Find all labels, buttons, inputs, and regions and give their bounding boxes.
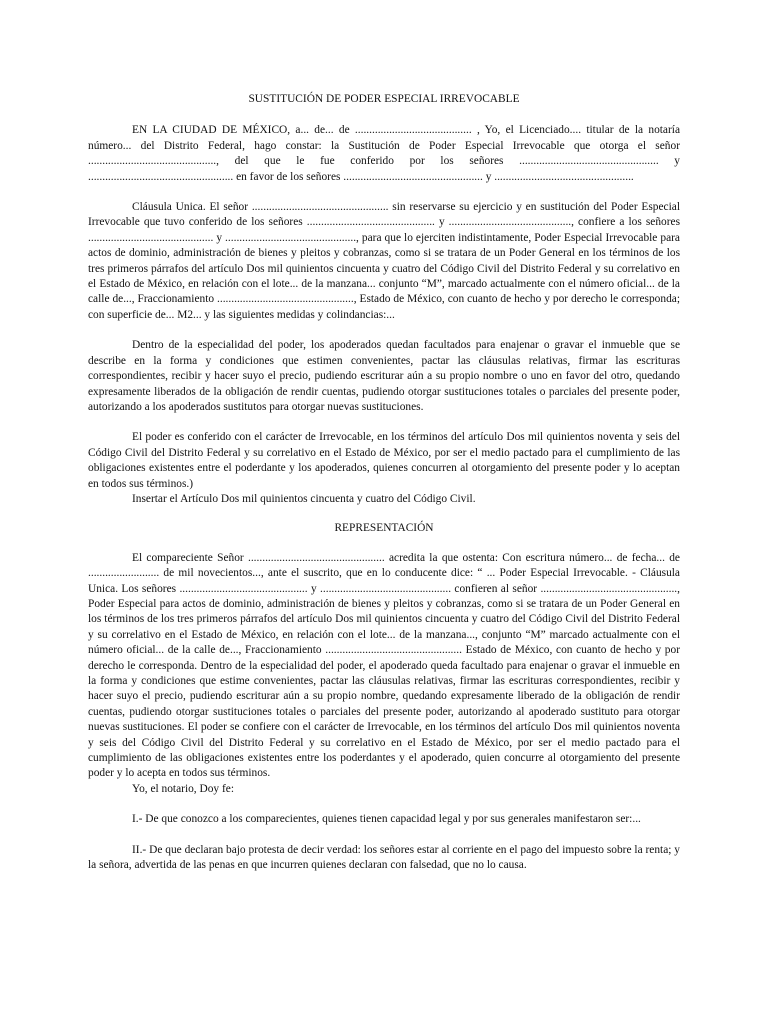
sole-clause-paragraph: Cláusula Unica. El señor ................................................ sin reservarse su ejercicio y en sustitución del Poder Especial Irrevocable que tuvo conferido de los señores ............................................. y ..........................................., confiere a los señores ............................................ y .............................................., para que lo ejerciten indistintamente, Poder Especial Irrevocable para actos de dominio, administración de bienes y pleitos y cobranzas, como si se tratara de un Poder General en los términos de los tres primeros párrafos del artículo Dos mil quinientos cincuenta y cuatro del Código Civil del Distrito Federal y su correlativo en el Estado de México, en relación con el lote... de la manzana... conjunto “M”, marcado actualmente con el número oficial... de la calle de..., Fraccionamiento ................................................, Estado de México, con cuanto de hecho y por derecho le corresponda; con superficie de... M2... y las siguientes medidas y colindancias:...	[88, 201, 680, 321]
notary-attestation-paragraph: Yo, el notario, Doy fe:	[132, 782, 234, 795]
document-title: SUSTITUCIÓN DE PODER ESPECIAL IRREVOCABLE	[248, 93, 520, 105]
irrevocable-paragraph: El poder es conferido con el carácter de Irrevocable, en los términos del artículo Dos mil quinientos noventa y seis del Código Civil del Distrito Federal y su correlativo en el Estado de México, por ser el medio pactado para el cumplimiento de las obligaciones existentes entre el poderdante y los apoderados, quienes concurren al otorgamiento del presente poder y lo aceptan en todos sus términos.)	[88, 431, 680, 490]
opening-paragraph: EN LA CIUDAD DE MÉXICO, a... de... de ......................................... , Yo, el Licenciado.... titular de la notaría número... del Distrito Federal, hago constar: la Sustitución de Poder Especial Irrevocable que otorga el señor ............................................., del que le fue conferido por los señores ................................................. y ................................................... en favor de los señores ................................................. y .................................................	[88, 124, 680, 183]
representation-paragraph: El compareciente Señor ................................................ acredita la que ostenta: Con escritura número... de fecha... de ......................... de mil novecientos..., ante el suscrito, que en lo conducente dice: “ ... Poder Especial Irrevocable. - Cláusula Unica. Los señores ............................................. y .............................................. confieren al señor ................................................, Poder Especial para actos de dominio, administración de bienes y pleitos y cobranzas, como si se tratara de un Poder General en los términos de los tres primeros párrafos del artículo Dos mil quinientos cincuenta y cuatro del Código Civil del Distrito Federal y su correlativo en el Estado de México, en relación con el lote... de la manzana..., conjunto “M” marcado actualmente con el número oficial... de la calle de..., Fraccionamiento ................................................ Estado de México, con cuanto de hecho y por derecho le corresponda. Dentro de la especialidad del poder, el apoderado queda facultado para enajenar o gravar el inmueble en la forma y condiciones que estime convenientes, pactar las cláusulas relativas, firmar las escrituras correspondientes, recibir y hacer suyo el precio, pudiendo escriturar aún a su propio nombre, quedando expresamente liberado de la obligación de rendir cuentas, pudiendo otorgar sustituciones totales o parciales del presente poder, autorizando al apoderado sustituto para otorgar nuevas sustituciones. El poder se confiere con el carácter de Irrevocable, en los términos del artículo Dos mil quinientos noventa y seis del Código Civil del Distrito Federal y su correlativo en el Estado de México, por ser el medio pactado para el cumplimiento de las obligaciones existentes entre los poderdantes y el apoderado, quien concurre al otorgamiento del presente poder y lo acepta en todos sus términos.	[88, 551, 680, 780]
second-attestation-paragraph: II.- De que declaran bajo protesta de decir verdad: los señores estar al corriente en el pago del impuesto sobre la renta; y la señora, advertida de las penas en que incurren quienes declaran con falsedad, que no lo causa.	[88, 843, 680, 872]
representation-section-title: REPRESENTACIÓN	[334, 522, 434, 535]
insert-article-paragraph: Insertar el Artículo Dos mil quinientos cincuenta y cuatro del Código Civil.	[132, 492, 476, 505]
powers-paragraph: Dentro de la especialidad del poder, los apoderados quedan facultados para enajenar o gravar el inmueble que se describe en la forma y condiciones que estimen convenientes, pactar las cláusulas relativas, firmar las escrituras correspondientes, recibir y hacer suyo el precio, pudiendo escriturar aún a su propio nombre o uno en favor del otro, quedando expresamente liberados de la obligación de rendir cuentas, pudiendo otorgar sustituciones totales o parciales del presente poder, autorizando a los apoderados sustitutos para otorgar nuevas sustituciones.	[88, 339, 680, 413]
first-attestation-paragraph: I.- De que conozco a los comparecientes, quienes tienen capacidad legal y por sus generales manifestaron ser:...	[132, 813, 641, 826]
